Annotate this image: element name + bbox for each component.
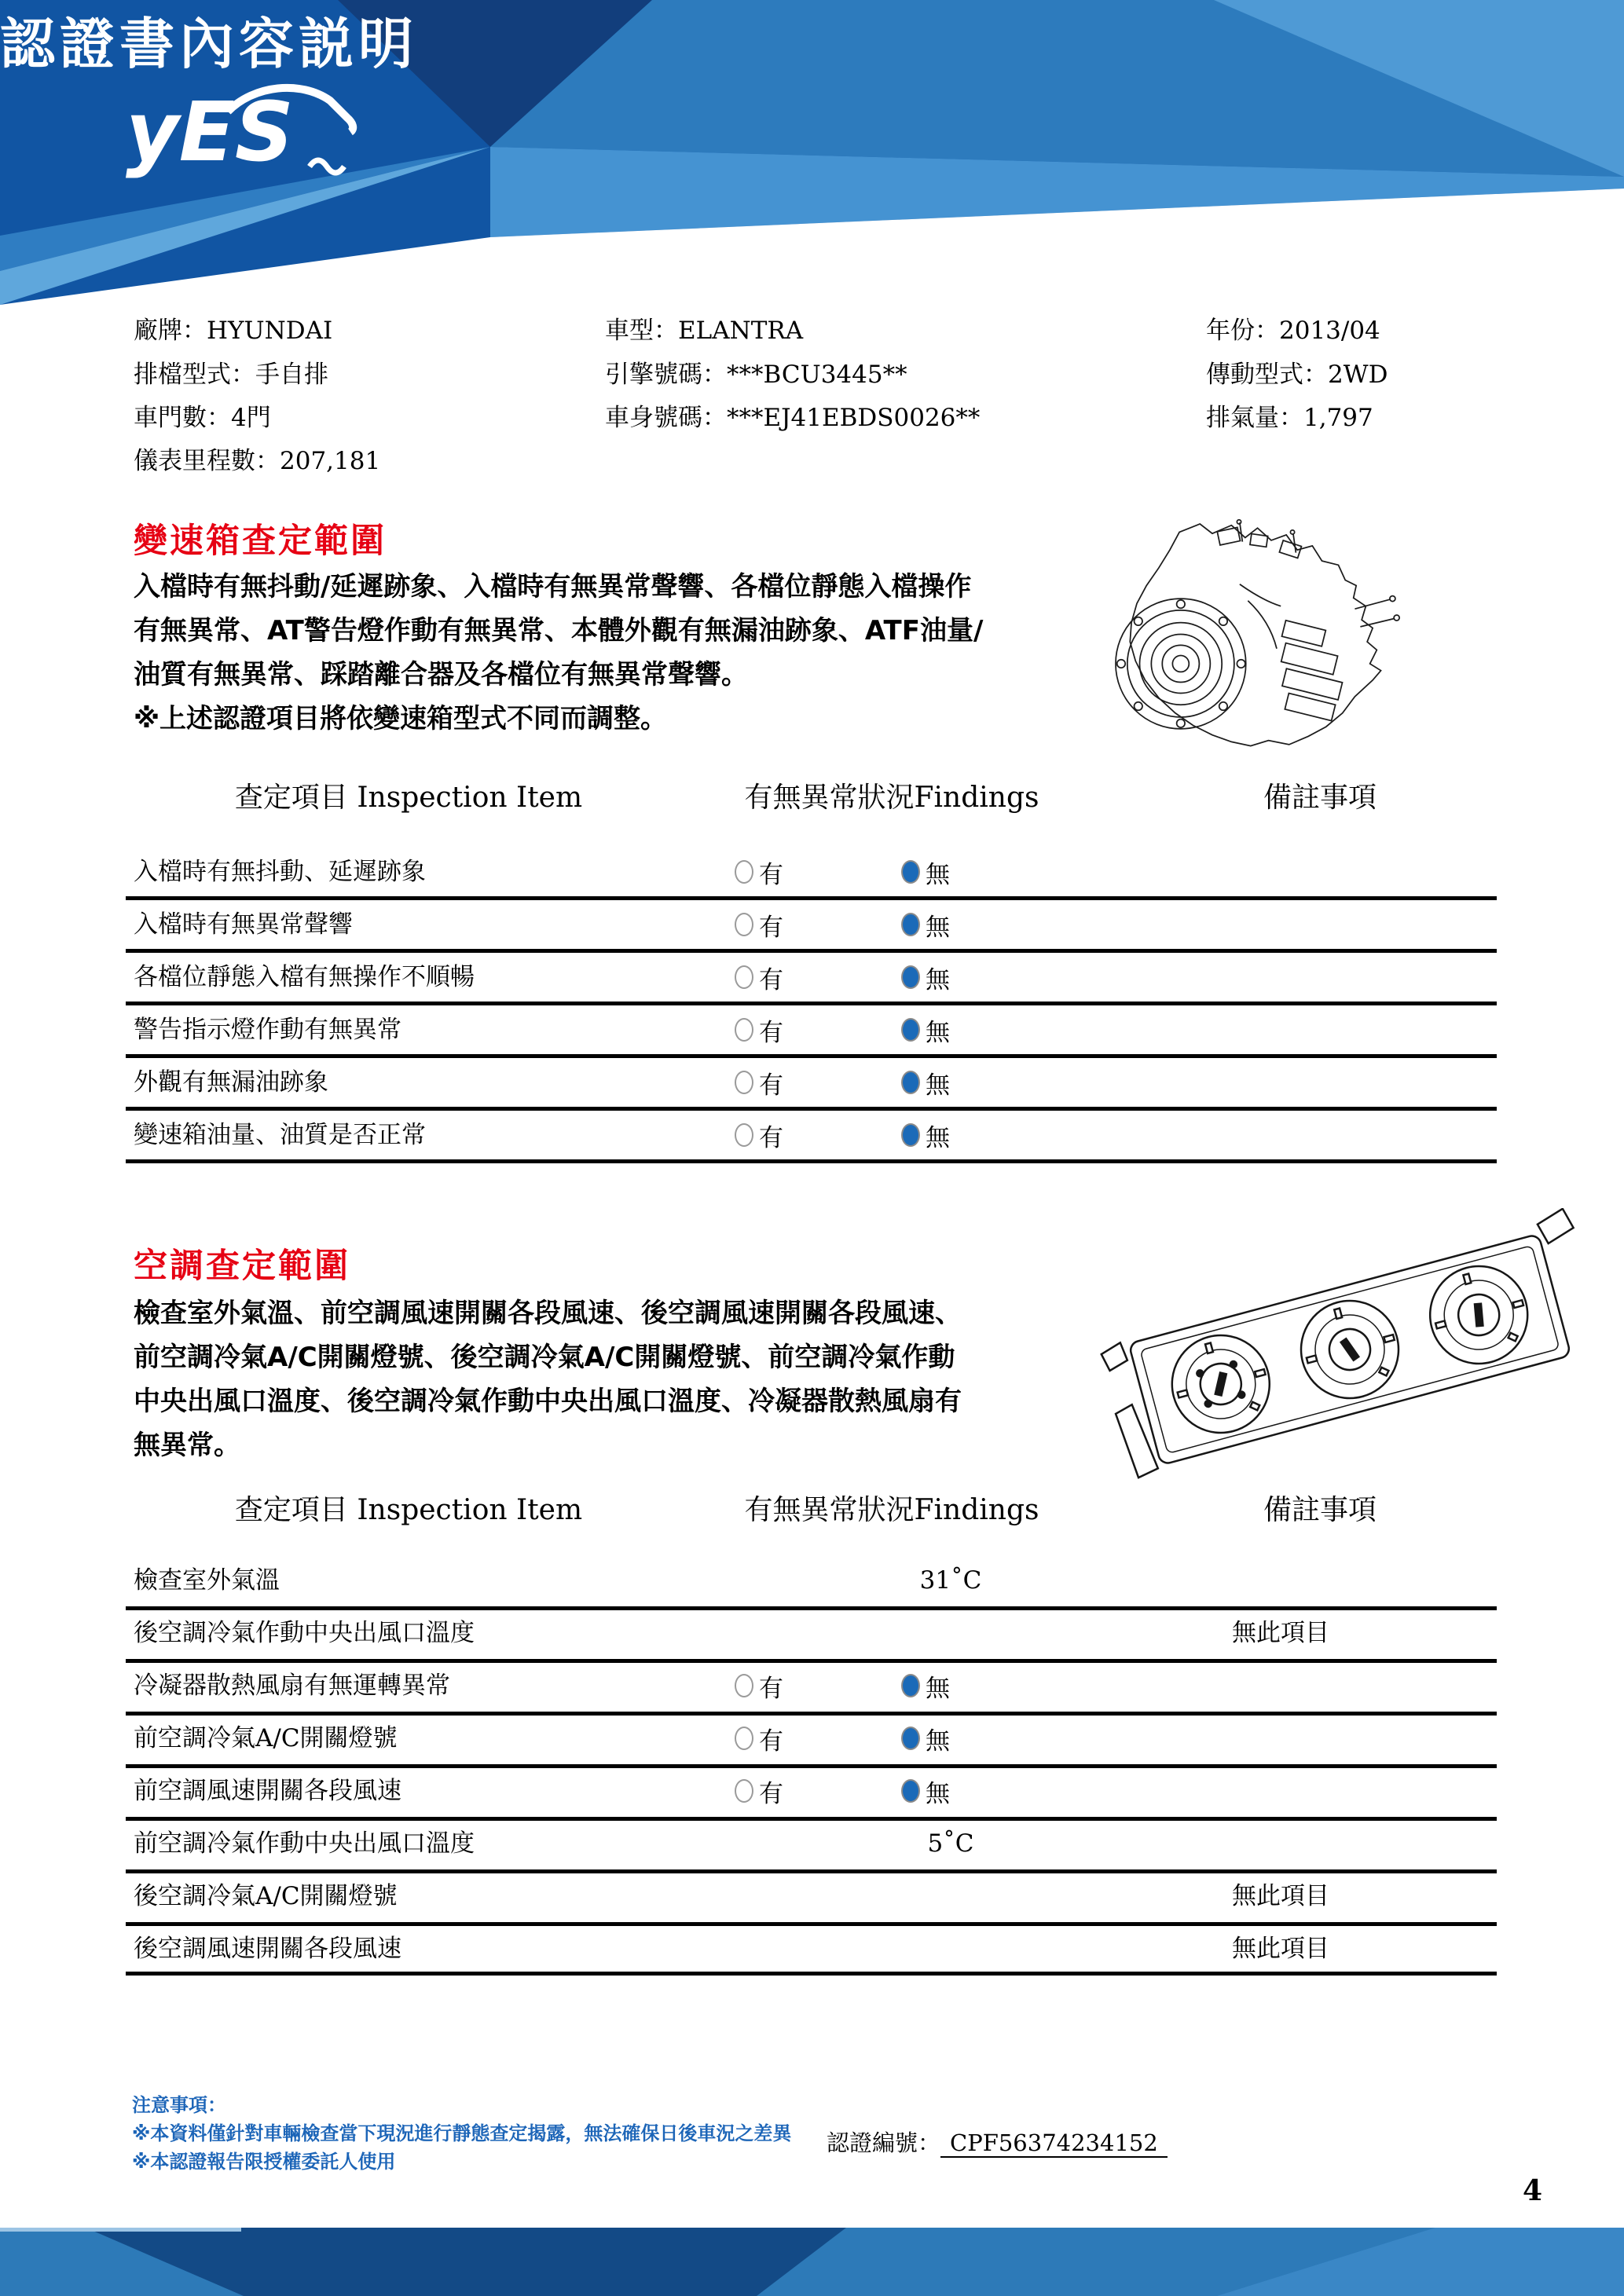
- aircon-desc-line: 檢查室外氣溫、前空調風速開關各段風速、後空調風速開關各段風速、: [134, 1298, 962, 1329]
- col-header-item: 查定項目 Inspection Item: [234, 1494, 583, 1526]
- row-divider: [126, 1159, 1497, 1163]
- radio-option-no[interactable]: [901, 960, 950, 995]
- radio-yes-circle-icon: [735, 913, 753, 936]
- vehicle-doors: 車門數：4門: [134, 404, 271, 432]
- radio-no-label: 無: [926, 1727, 950, 1756]
- radio-no-label: 無: [926, 965, 950, 994]
- radio-yes-label: 有: [759, 1123, 783, 1152]
- vehicle-model: 車型：ELANTRA: [605, 317, 804, 345]
- inspection-item-label: 前空調風速開關各段風速: [134, 1777, 401, 1805]
- vehicle-drive-type: 傳動型式：2WD: [1206, 361, 1388, 389]
- vehicle-displacement: 排氣量：1,797: [1206, 404, 1373, 432]
- radio-yes-label: 有: [759, 913, 783, 942]
- transmission-illustration: [1078, 501, 1400, 772]
- remark-text: 無此項目: [1232, 1882, 1329, 1910]
- row-divider: [126, 1659, 1497, 1663]
- findings-radio-group: [735, 1774, 950, 1808]
- vehicle-year: 年份：2013/04: [1206, 317, 1380, 345]
- vehicle-gearbox-type: 排檔型式：手自排: [134, 361, 328, 389]
- row-divider: [126, 896, 1497, 900]
- row-divider: [126, 1869, 1497, 1873]
- radio-yes-label: 有: [759, 1071, 783, 1100]
- col-header-remarks: 備註事項: [1263, 1494, 1377, 1526]
- notice-title: 注意事項：: [132, 2094, 226, 2116]
- radio-no-circle-icon: [901, 1071, 920, 1094]
- page-number: 4: [1523, 2174, 1543, 2207]
- radio-option-no[interactable]: [901, 1013, 950, 1048]
- radio-option-yes[interactable]: [735, 1774, 783, 1809]
- radio-option-yes[interactable]: [735, 1721, 783, 1756]
- col-header-item: 查定項目 Inspection Item: [234, 782, 583, 814]
- footer-banner: [0, 2228, 1624, 2296]
- vehicle-engine-no: 引擎號碼：***BCU3445**: [605, 361, 907, 389]
- inspection-item-label: 前空調冷氣A/C開關燈號: [134, 1724, 398, 1752]
- transmission-desc-line: 油質有無異常、踩踏離合器及各檔位有無異常聲響。: [134, 659, 748, 690]
- certificate-number-label: 認證編號：: [827, 2129, 941, 2156]
- radio-option-yes[interactable]: [735, 1668, 783, 1704]
- radio-no-label: 無: [926, 1674, 950, 1703]
- findings-radio-group: [735, 1118, 950, 1152]
- radio-yes-circle-icon: [735, 860, 753, 884]
- radio-yes-circle-icon: [735, 965, 753, 989]
- header-banner: [0, 0, 1624, 322]
- inspection-item-label: 後空調風速開關各段風速: [134, 1935, 401, 1963]
- radio-yes-label: 有: [759, 860, 783, 889]
- row-divider: [126, 1606, 1497, 1610]
- radio-no-label: 無: [926, 1071, 950, 1100]
- finding-value: 5˚C: [927, 1829, 974, 1858]
- radio-yes-label: 有: [759, 1727, 783, 1756]
- radio-option-yes[interactable]: [735, 1013, 783, 1048]
- inspection-item-label: 變速箱油量、油質是否正常: [134, 1121, 426, 1149]
- remark-text: 無此項目: [1232, 1619, 1329, 1647]
- inspection-item-label: 入檔時有無異常聲響: [134, 910, 353, 939]
- row-divider: [126, 1712, 1497, 1716]
- ac-panel-illustration: [1098, 1208, 1601, 1479]
- aircon-desc-line: 中央出風口溫度、後空調冷氣作動中央出風口溫度、冷凝器散熱風扇有: [134, 1386, 962, 1417]
- inspection-item-label: 檢查室外氣溫: [134, 1566, 280, 1595]
- col-header-remarks: 備註事項: [1263, 782, 1377, 814]
- radio-option-no[interactable]: [901, 855, 950, 890]
- inspection-item-label: 警告指示燈作動有無異常: [134, 1016, 401, 1044]
- radio-yes-label: 有: [759, 965, 783, 994]
- inspection-item-label: 外觀有無漏油跡象: [134, 1068, 328, 1097]
- findings-radio-group: [735, 960, 950, 994]
- row-divider: [126, 949, 1497, 953]
- inspection-item-label: 各檔位靜態入檔有無操作不順暢: [134, 963, 475, 991]
- radio-no-circle-icon: [901, 1779, 920, 1803]
- findings-radio-group: [735, 855, 950, 889]
- inspection-item-label: 後空調冷氣A/C開關燈號: [134, 1882, 398, 1910]
- radio-option-yes[interactable]: [735, 907, 783, 943]
- radio-no-label: 無: [926, 1123, 950, 1152]
- findings-radio-group: [735, 1013, 950, 1047]
- radio-option-no[interactable]: [901, 1118, 950, 1153]
- certificate-number: CPF56374234152: [940, 2129, 1168, 2158]
- inspection-item-label: 後空調冷氣作動中央出風口溫度: [134, 1619, 475, 1647]
- row-divider: [126, 1002, 1497, 1005]
- findings-radio-group: [735, 1668, 950, 1703]
- row-divider: [126, 1107, 1497, 1111]
- radio-yes-circle-icon: [735, 1674, 753, 1697]
- radio-option-no[interactable]: [901, 1774, 950, 1809]
- radio-no-circle-icon: [901, 1123, 920, 1147]
- radio-option-no[interactable]: [901, 907, 950, 943]
- radio-yes-circle-icon: [735, 1779, 753, 1803]
- inspection-item-label: 入檔時有無抖動、延遲跡象: [134, 858, 426, 886]
- vehicle-brand: 廠牌：HYUNDAI: [134, 317, 333, 345]
- radio-option-no[interactable]: [901, 1065, 950, 1100]
- row-divider: [126, 1764, 1497, 1768]
- row-divider: [126, 1972, 1497, 1976]
- col-header-findings: 有無異常狀況Findings: [744, 782, 1039, 814]
- radio-no-circle-icon: [901, 1674, 920, 1697]
- col-header-findings: 有無異常狀況Findings: [744, 1494, 1039, 1526]
- inspection-item-label: 前空調冷氣作動中央出風口溫度: [134, 1829, 475, 1858]
- notice-line: ※本資料僅針對車輛檢查當下現況進行靜態查定揭露，無法確保日後車況之差異: [132, 2122, 792, 2144]
- radio-no-circle-icon: [901, 913, 920, 936]
- radio-option-no[interactable]: [901, 1668, 950, 1704]
- notice-line: ※本認證報告限授權委託人使用: [132, 2151, 396, 2173]
- radio-option-yes[interactable]: [735, 855, 783, 890]
- transmission-desc-line: 有無異常、AT警告燈作動有無異常、本體外觀有無漏油跡象、ATF油量/: [134, 615, 984, 646]
- radio-no-circle-icon: [901, 1018, 920, 1042]
- radio-no-label: 無: [926, 860, 950, 889]
- aircon-section-title: 空調查定範圍: [134, 1247, 350, 1286]
- radio-yes-circle-icon: [735, 1071, 753, 1094]
- inspection-item-label: 冷凝器散熱風扇有無運轉異常: [134, 1672, 450, 1700]
- vehicle-vin: 車身號碼：***EJ41EBDS0026**: [605, 404, 981, 432]
- radio-yes-circle-icon: [735, 1018, 753, 1042]
- radio-option-yes[interactable]: [735, 1065, 783, 1100]
- radio-no-label: 無: [926, 913, 950, 942]
- findings-radio-group: [735, 1721, 950, 1756]
- transmission-desc-line: 入檔時有無抖動/延遲跡象、入檔時有無異常聲響、各檔位靜態入檔操作: [134, 571, 972, 602]
- row-divider: [126, 1922, 1497, 1926]
- radio-option-yes[interactable]: [735, 1118, 783, 1153]
- findings-radio-group: [735, 907, 950, 942]
- row-divider: [126, 1817, 1497, 1821]
- remark-text: 無此項目: [1232, 1935, 1329, 1963]
- finding-value: 31˚C: [919, 1566, 982, 1595]
- vehicle-odometer: 儀表里程數：207,181: [134, 447, 381, 475]
- radio-yes-label: 有: [759, 1779, 783, 1808]
- radio-no-circle-icon: [901, 965, 920, 989]
- aircon-desc-line: 無異常。: [134, 1430, 240, 1461]
- row-divider: [126, 1054, 1497, 1058]
- radio-option-no[interactable]: [901, 1721, 950, 1756]
- yes-logo-text: yES: [126, 84, 294, 180]
- aircon-desc-line: 前空調冷氣A/C開關燈號、後空調冷氣A/C開關燈號、前空調冷氣作動: [134, 1342, 955, 1373]
- radio-no-label: 無: [926, 1018, 950, 1047]
- findings-radio-group: [735, 1065, 950, 1100]
- transmission-desc-note: ※上述認證項目將依變速箱型式不同而調整。: [134, 703, 668, 734]
- page-title: 認證書內容説明: [0, 12, 418, 76]
- certificate-number-line: [827, 2126, 1168, 2158]
- radio-yes-label: 有: [759, 1674, 783, 1703]
- radio-no-circle-icon: [901, 1727, 920, 1750]
- radio-yes-label: 有: [759, 1018, 783, 1047]
- radio-no-label: 無: [926, 1779, 950, 1808]
- transmission-section-title: 變速箱查定範圍: [134, 522, 387, 561]
- radio-yes-circle-icon: [735, 1727, 753, 1750]
- radio-no-circle-icon: [901, 860, 920, 884]
- footer-top-sliver: [0, 2228, 241, 2232]
- radio-option-yes[interactable]: [735, 960, 783, 995]
- radio-yes-circle-icon: [735, 1123, 753, 1147]
